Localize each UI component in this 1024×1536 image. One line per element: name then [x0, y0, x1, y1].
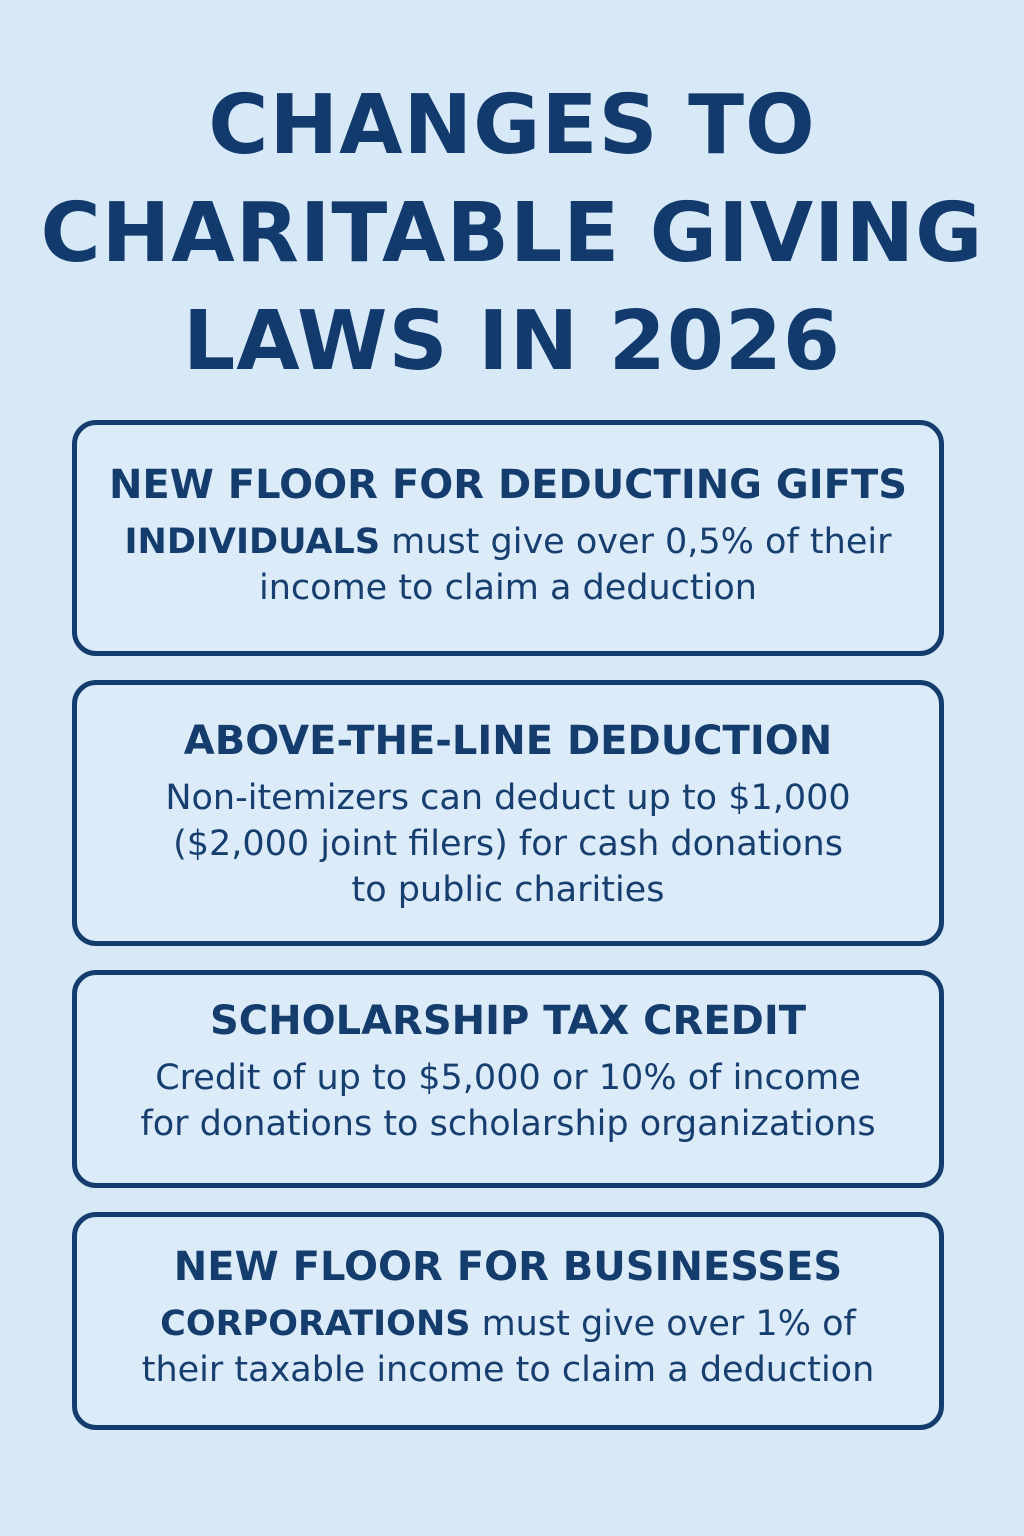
card-body-emphasis: CORPORATIONS: [160, 1304, 471, 1344]
card-body-line-2: income to claim a deduction: [259, 568, 757, 608]
card-body-line-3: to public charities: [351, 870, 665, 910]
card-body-line-1: [77, 1301, 939, 1347]
card-heading: ABOVE-THE-LINE DEDUCTION: [183, 718, 833, 764]
card-body-line-1: Non-itemizers can deduct up to $1,000: [165, 778, 851, 818]
card-body-line-1: [77, 519, 939, 565]
title-line-1: CHANGES TO: [208, 78, 816, 173]
card-new-floor-businesses: [72, 1212, 944, 1430]
card-body-emphasis: INDIVIDUALS: [124, 522, 381, 562]
card-body: [77, 1301, 939, 1393]
title-line-2: CHARITABLE GIVING: [40, 186, 984, 281]
card-body: [77, 1055, 939, 1147]
card-new-floor-deducting-gifts: [72, 420, 944, 656]
card-scholarship-tax-credit: [72, 970, 944, 1188]
card-above-the-line-deduction: [72, 680, 944, 946]
card-body-line-1-rest: must give over 1% of: [470, 1304, 856, 1344]
card-heading: NEW FLOOR FOR DEDUCTING GIFTS: [108, 462, 908, 508]
page-title: [0, 72, 1024, 396]
card-body-line-1-rest: must give over 0,5% of their: [380, 522, 892, 562]
card-body: [77, 519, 939, 611]
card-body-line-2: ($2,000 joint filers) for cash donations: [173, 824, 843, 864]
card-body-line-2: their taxable income to claim a deduction: [141, 1350, 875, 1390]
card-heading: NEW FLOOR FOR BUSINESSES: [173, 1244, 843, 1290]
card-body: [77, 775, 939, 913]
card-heading: SCHOLARSHIP TAX CREDIT: [209, 998, 807, 1044]
title-line-3: LAWS IN 2026: [183, 294, 841, 389]
card-body-line-1: Credit of up to $5,000 or 10% of income: [155, 1058, 861, 1098]
card-body-line-2: for donations to scholarship organizations: [140, 1104, 876, 1144]
